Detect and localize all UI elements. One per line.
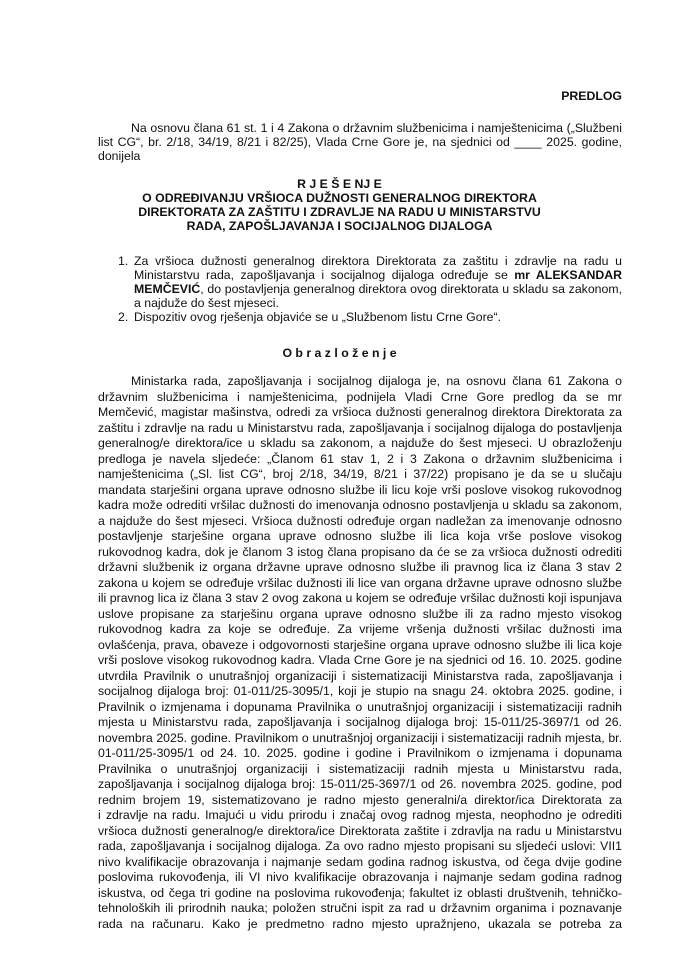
reasoning-line: generalnog/e direktora/ice u skladu sa zakonom, a najduže do šest mjeseci. U obrazloženju [98,436,622,450]
reasoning-line: poslovima rukovođenja, ili VI nivo kvalifikacije obrazovanja i najmanje sedam godina radnog [98,870,622,884]
reasoning-line: Memčević, magistar mašinstva, odredi za vršioca dužnosti generalnog direktora Direktorata za [98,405,622,419]
reasoning-line: Pravilnika o unutrašnjoj organizaciji i sistematizaciji radnih mjesta u Ministarstvu rada, [98,761,622,776]
reasoning-line: nivo kvalifikacije obrazovanja i najmanje sedam godina radnog iskustva, od čega dvije godine [98,854,622,869]
reasoning-line: i zdravlje na radu. Imajući u vidu prirodu i značaj ovog radnog mjesta, neophodno je odrediti [98,808,622,822]
reasoning-line: vrši poslove visokog rukovodnog kadra. Vlada Crne Gore je na sjednici od 16. 10. 2025. godine [98,653,622,667]
reasoning-heading: O b r a z l o ž e n j e [282,346,397,360]
reasoning-line: rada na računaru. Kako je predmetno radno mjesto upražnjeno, ukazala se potreba za [98,916,622,931]
reasoning-line: rukovodnog kadra, dok je članom 3 istog člana propisano da će se za vršioca dužnosti odrediti [98,544,622,559]
appointee-name: mr ALEKSANDAR [514,268,622,282]
appointee-surname: MEMČEVIĆ [134,282,201,296]
item-line [134,282,622,296]
reasoning-line: državni službenik iz organa državne uprave odnosno službe ili pravnog lica iz člana 3 stav 2 [98,560,622,574]
reasoning-line: tehnoloških ili prirodnih nauka; položen stručni ispit za rad u državnim organima i poznavanje [98,901,622,915]
reasoning-line: ili pravnog lica iz člana 3 stav 2 ovog zakona u kojem se određuje vršilac dužnosti koji ispunjava [98,591,622,605]
reasoning-line: kadra može odrediti vršilac dužnosti do imenovanja odnosno postavljenja u skladu sa zakonom, [98,498,622,512]
reasoning-line: rednim brojem 19, sistematizovano je radno mjesto generalni/a direktor/ica Direktorata za [98,792,622,807]
reasoning-line: 01-011/25-3095/1 od 24. 10. 2025. godine i godine i Pravilnikom o izmjenama i dopunama [98,746,622,760]
draft-label: PREDLOG [561,89,622,103]
preamble-line: list CG“, br. 2/18, 34/19, 8/21 i 82/25), Vlada Crne Gore je, na sjednici od ____ 2025. godine, [98,135,622,149]
reasoning-line: rukovodnog kadra za koje se određuje. Za vrijeme vršenja dužnosti vršilac dužnosti ima [98,622,622,636]
preamble-line: Na osnovu člana 61 st. 1 i 4 Zakona o državnim službenicima i namještenicima („Službeni [131,121,622,135]
reasoning-line: ovlašćenja, prava, obaveze i odgovornosti starješine organa uprave odnosno službe ili lica koje [98,637,622,652]
reasoning-line: zaštitu i zdravlje na radu u Ministarstvu rada, zapošljavanja i socijalnog dijaloga do postavljenja [98,420,622,435]
reasoning-line: vršioca dužnosti generalnog/e direktora/ice Direktorata zaštite i zdravlja na radu u Ministarstvu [98,823,622,838]
item-line: Za vršioca dužnosti generalnog direktora Direktorata za zaštitu i zdravlje na radu u [134,254,622,268]
reasoning-line: zapošljavanja i socijalnog dijaloga broj: 15-011/25-3697/1 od 26. novembra 2025. godine, pod [98,777,622,791]
reasoning-line: iskustva, od čega tri godine na poslovima rukovođenja; fakultet iz oblasti društvenih, tehničko- [98,885,622,900]
reasoning-line: postavljenje starješine organa uprave odnosno službe ili lica koja vrše poslove visokog [98,529,622,543]
reasoning-line: Pravilnik o izmjenama i dopunama Pravilnika o unutrašnjoj organizaciji i sistematizaciji radnih [98,699,622,714]
item-line: a najduže do šest mjeseci. [134,296,279,310]
title-line: RADA, ZAPOŠLJAVANJA I SOCIJALNOG DIJALOGA [186,219,493,233]
reasoning-line: socijalnog dijaloga broj: 01-011/25-3095/1, koji je stupio na snagu 24. oktobra 2025. godine, i [98,684,622,698]
reasoning-line: rada, zapošljavanja i socijalnog dijaloga. Za ovo radno mjesto propisani su sljedeći uslovi: VII1 [98,839,622,853]
reasoning-line: Ministarka rada, zapošljavanja i socijalnog dijaloga je, na osnovu člana 61 Zakona o [131,374,622,388]
item-text: , do postavljenja generalnog direktora ovog direktorata u skladu sa zakonom, [200,282,622,296]
title-line: DIREKTORATA ZA ZAŠTITU I ZDRAVLJE NA RADU U MINISTARSTVU [138,205,541,219]
reasoning-line: utvrdila Pravilnik o unutrašnjoj organizaciji i sistematizaciji Ministarstva rada, zapošljavanja i [98,668,622,683]
item-number: 1. [118,254,129,268]
item-number: 2. [118,310,129,324]
reasoning-line: mjesta u Ministarstvu rada, zapošljavanja i socijalnog dijaloga broj: 15-011/25-3697/1 od 26. [98,715,622,729]
reasoning-line: zakona u kojem se određuje vršilac dužnosti ili lice van organa državne uprave odnosno službe [98,575,622,590]
decision-heading: R J E Š E NJ E [297,177,382,191]
reasoning-line: predloga je navela sljedeće: „Članom 61 stav 1, 2 i 3 Zakona o državnim službenicima i [98,451,622,466]
preamble-line: donijela [98,149,141,163]
item-line: Dispozitiv ovog rješenja objaviće se u „Službenom listu Crne Gore“. [134,310,502,324]
title-line: O ODREĐIVANJU VRŠIOCA DUŽNOSTI GENERALNOG DIREKTORA [142,191,537,205]
reasoning-line: namještenicima („Sl. list CG“, broj 2/18, 34/19, 8/21 i 37/22) propisano je da se u slučaju [98,467,622,481]
reasoning-line: uslove propisane za starješinu organa uprave odnosno službe ili za radno mjesto visokog [98,606,622,621]
reasoning-line: državnim službenicima i namještenicima, podnijela Vladi Crne Gore predlog da se mr [98,389,622,404]
reasoning-line: mandata starješini organa uprave odnosno službe ili licu koje vrši poslove visokog rukovodnog [98,482,622,497]
item-text: Ministarstvu rada, zapošljavanja i socijalnog dijaloga određuje se [134,268,508,282]
item-line [134,268,622,282]
reasoning-line: novembra 2025. godine. Pravilnikom o unutrašnjoj organizaciji i sistematizaciji radnih mjesta, br. [98,730,622,745]
reasoning-line: a najduže do šest mjeseci. Vršioca dužnosti određuje organ nadležan za imenovanje odnosno [98,513,622,528]
